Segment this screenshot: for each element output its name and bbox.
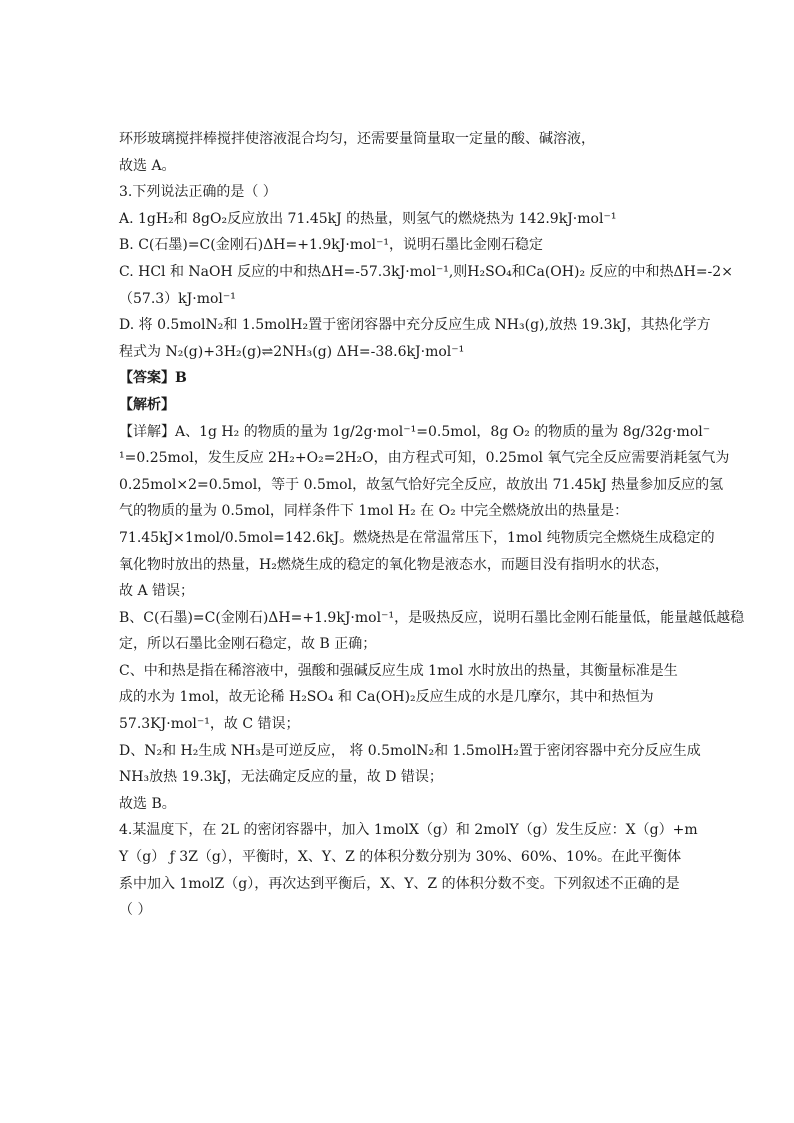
explanation-line-2: ¹=0.25mol，发生反应 2H₂+O₂=2H₂O，由方程式可知，0.25mol 氧气完全反应需要消耗氢气为 — [119, 450, 730, 467]
document-body — [119, 126, 745, 924]
explanation-c-line-1: C、中和热是指在稀溶液中，强酸和强碱反应生成 1mol 水时放出的热量，其衡量标准是生 — [119, 662, 678, 679]
explanation-line-7: 故 A 错误； — [119, 583, 195, 600]
explanation-b-line-1: B、C(石墨)=C(金刚石)ΔH=+1.9kJ·mol⁻¹，是吸热反应，说明石墨比金刚石能量低，能量越低越稳 — [119, 609, 745, 626]
option-a: A. 1gH₂和 8gO₂反应放出 71.45kJ 的热量，则氢气的燃烧热为 142.9kJ·mol⁻¹ — [119, 210, 617, 227]
explanation-line-6: 氧化物时放出的热量，H₂燃烧生成的稳定的氧化物是液态水，而题目没有指明水的状态， — [119, 556, 669, 573]
explanation-d-line-2: NH₃放热 19.3kJ，无法确定反应的量，故 D 错误； — [119, 769, 443, 786]
explanation-d-line-1: D、N₂和 H₂生成 NH₃是可逆反应， 将 0.5molN₂和 1.5molH₂置于密闭容器中充分反应生成 — [119, 742, 701, 759]
text-line-1: 环形玻璃搅拌棒搅拌使溶液混合均匀，还需要量筒量取一定量的酸、碱溶液， — [119, 131, 595, 147]
question-4-line-2: Y（g） ƒ 3Z（g），平衡时，X、Y、Z 的体积分数分别为 30%、60%、10%。在此平衡体 — [119, 849, 682, 866]
explanation-line-1: 【详解】A、1g H₂ 的物质的量为 1g/2g·mol⁻¹=0.5mol，8g O₂ 的物质的量为 8g/32g·mol⁻ — [119, 423, 711, 440]
option-b: B. C(石墨)=C(金刚石)ΔH=+1.9kJ·mol⁻¹，说明石墨比金刚石稳定 — [119, 237, 543, 254]
explanation-line-5: 71.45kJ×1mol/0.5mol=142.6kJ。燃烧热是在常温常压下，1mol 纯物质完全燃烧生成稳定的 — [119, 529, 715, 546]
explanation-c-line-2: 成的水为 1mol，故无论稀 H₂SO₄ 和 Ca(OH)₂反应生成的水是几摩尔，其中和热恒为 — [119, 689, 654, 706]
question-3-stem: 3.下列说法正确的是（ ） — [119, 184, 277, 201]
option-c-line-2: （57.3）kJ·mol⁻¹ — [119, 290, 236, 307]
option-d-line-1: D. 将 0.5molN₂和 1.5molH₂置于密闭容器中充分反应生成 NH₃(g),放热 19.3kJ，其热化学方 — [119, 317, 711, 334]
explanation-line-4: 气的物质的量为 0.5mol，同样条件下 1mol H₂ 在 O₂ 中完全燃烧放出的热量是： — [119, 503, 629, 520]
option-c-line-1: C. HCl 和 NaOH 反应的中和热ΔH=-57.3kJ·mol⁻¹,则H₂SO₄和Ca(OH)₂ 反应的中和热ΔH=-2× — [119, 263, 733, 280]
analysis-heading: 【解析】 — [119, 396, 175, 413]
explanation-line-3: 0.25mol×2=0.5mol，等于 0.5mol，故氢气恰好完全反应，故放出 71.45kJ 热量参加反应的氢 — [119, 476, 724, 493]
text-line-2: 故选 A。 — [119, 157, 176, 174]
explanation-c-line-3: 57.3KJ·mol⁻¹，故 C 错误； — [119, 716, 300, 733]
final-answer: 故选 B。 — [119, 795, 176, 812]
option-d-line-2: 程式为 N₂(g)+3H₂(g)⇌2NH₃(g) ΔH=-38.6kJ·mol⁻¹ — [119, 343, 465, 360]
question-4-line-4: （ ） — [119, 902, 152, 919]
answer-heading: 【答案】B — [119, 370, 187, 387]
question-4-line-1: 4.某温度下，在 2L 的密闭容器中，加入 1molX（g）和 2molY（g）发生反应：X（g）+m — [119, 822, 698, 839]
explanation-b-line-2: 定，所以石墨比金刚石稳定，故 B 正确； — [119, 636, 377, 653]
question-4-line-3: 系中加入 1molZ（g），再次达到平衡后，X、Y、Z 的体积分数不变。下列叙述不正确的是 — [119, 875, 680, 892]
